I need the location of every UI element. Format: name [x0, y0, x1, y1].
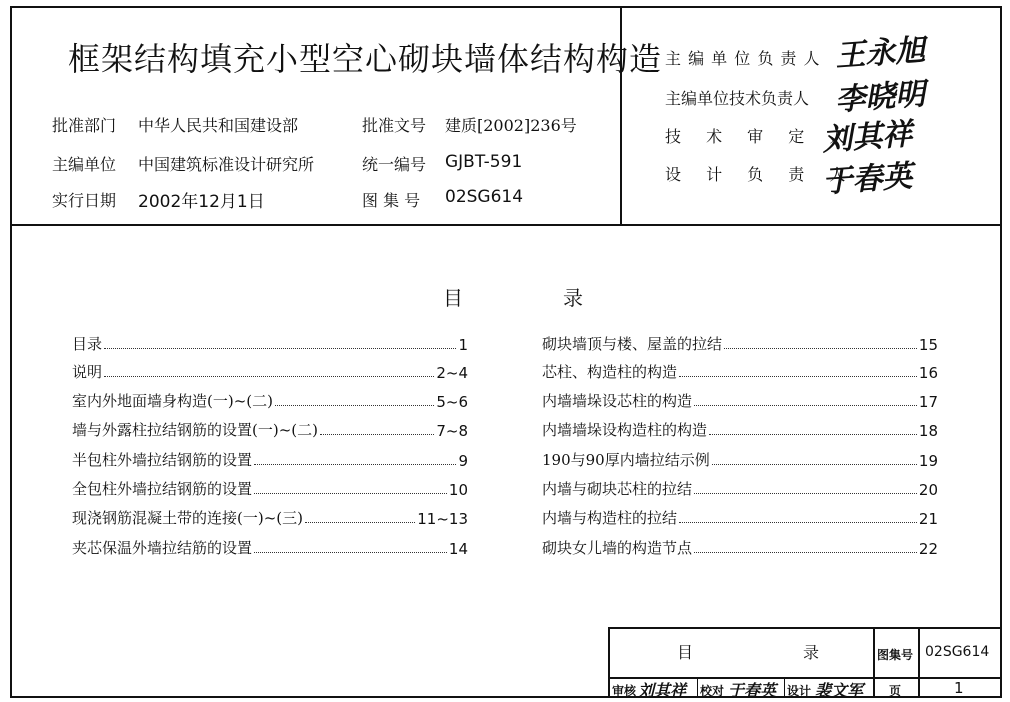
toc-entry-label: 半包柱外墙拉结钢筋的设置: [72, 451, 253, 469]
toc-entry-label: 说明: [72, 363, 103, 381]
design-lead-signature: 于春英: [821, 158, 914, 201]
toc-entry: [72, 506, 468, 528]
toc-entry: [542, 360, 938, 382]
leader-dots: [305, 522, 415, 523]
toc-entry: [542, 418, 938, 440]
leader-dots: [694, 405, 917, 406]
toc-entry-label: 夹芯保温外墙拉结筋的设置: [72, 539, 253, 557]
approval-doc: 建质[2002]236号: [445, 116, 577, 135]
toc-entry-page: 16: [918, 364, 938, 382]
toc-entry-page: 20: [918, 481, 938, 499]
leader-dots: [724, 348, 917, 349]
toc-entry: [542, 536, 938, 558]
title-block-divider-c: [697, 677, 698, 698]
toc-entry: [542, 332, 938, 354]
toc-heading-right: 录: [563, 286, 583, 310]
title-block-name-right: 录: [803, 643, 820, 662]
toc-entry-label: 内墙与构造柱的拉结: [542, 509, 678, 527]
toc-entry-label: 室内外地面墙身构造(一)~(二): [72, 392, 273, 410]
review-signature: 刘其祥: [638, 681, 687, 700]
title-block-atlas-label: 图集号: [877, 648, 914, 662]
unified-no-label: 统一编号: [362, 155, 427, 174]
review-label: 审核: [612, 684, 637, 698]
toc-entry-label: 现浇钢筋混凝土带的连接(一)~(三): [72, 509, 303, 527]
leader-dots: [679, 376, 917, 377]
toc-entry: [72, 332, 468, 354]
approving-dept: 中华人民共和国建设部: [138, 116, 299, 135]
atlas-no: 02SG614: [445, 187, 524, 207]
leader-dots: [679, 522, 917, 523]
toc-entry-page: 15: [918, 336, 938, 354]
title-block-top-rule: [608, 627, 1002, 629]
effective-date-label: 实行日期: [52, 191, 117, 210]
toc-entry-label: 墙与外露柱拉结钢筋的设置(一)~(二): [72, 421, 318, 439]
unified-no: GJBT-591: [445, 152, 523, 172]
title-block-divider-b: [918, 627, 920, 698]
toc-entry: [72, 389, 468, 411]
editor-unit-label: 主编单位: [52, 155, 117, 174]
page-number: 1: [954, 679, 964, 697]
title-block-name-left: 目: [677, 643, 694, 662]
title-block-atlas-value: 02SG614: [925, 644, 990, 660]
leader-dots: [104, 348, 456, 349]
toc-entry-page: 1: [458, 336, 468, 354]
leader-dots: [709, 434, 917, 435]
toc-entry-page: 18: [918, 422, 938, 440]
check-signature: 于春英: [728, 681, 777, 700]
atlas-title: 框架结构填充小型空心砌块墙体结构构造: [68, 40, 663, 78]
toc-entry-label: 目录: [72, 335, 103, 353]
leader-dots: [254, 464, 456, 465]
effective-date: 2002年12月1日: [138, 192, 265, 212]
toc-entry-page: 21: [918, 510, 938, 528]
approval-doc-label: 批准文号: [362, 116, 427, 135]
leader-dots: [712, 464, 917, 465]
toc-entry-label: 芯柱、构造柱的构造: [542, 363, 678, 381]
toc-entry: [72, 418, 468, 440]
toc-entry-label: 190与90厚内墙拉结示例: [542, 451, 710, 469]
editor-unit: 中国建筑标准设计研究所: [138, 155, 315, 174]
leader-dots: [694, 493, 917, 494]
toc-entry: [72, 536, 468, 558]
toc-entry-page: 9: [458, 452, 468, 470]
leader-dots: [254, 552, 447, 553]
leader-dots: [104, 376, 434, 377]
toc-entry-label: 内墙墙垛设构造柱的构造: [542, 421, 708, 439]
page-label: 页: [889, 684, 902, 698]
leader-dots: [694, 552, 917, 553]
chief-editor-role: 主 编 单 位 负 责 人: [665, 49, 821, 68]
leader-dots: [275, 405, 434, 406]
technical-reviewer-role: 技 术 审 定 人: [665, 127, 856, 146]
toc-entry-page: 14: [448, 540, 468, 558]
toc-entry-page: 11~13: [417, 510, 468, 528]
toc-entry-label: 砌块墙顶与楼、屋盖的拉结: [542, 335, 723, 353]
title-block-left-rule: [608, 627, 610, 698]
tech-lead-role: 主编单位技术负责人: [665, 89, 810, 108]
approving-dept-label: 批准部门: [52, 116, 117, 135]
toc-entry-page: 5~6: [436, 393, 468, 411]
toc-heading-left: 目: [443, 286, 463, 310]
title-block-divider-d: [784, 677, 785, 698]
chief-editor-signature: 王永旭: [834, 32, 927, 75]
header-bottom-rule: [10, 224, 1002, 226]
toc-entry-page: 7~8: [436, 422, 468, 440]
toc-entry: [72, 477, 468, 499]
toc-entry-page: 22: [918, 540, 938, 558]
design-label: 设计: [787, 684, 812, 698]
toc-entry-page: 10: [448, 481, 468, 499]
toc-entry-label: 砌块女儿墙的构造节点: [542, 539, 693, 557]
title-block-divider-a: [873, 627, 875, 698]
toc-entry-label: 全包柱外墙拉结钢筋的设置: [72, 480, 253, 498]
toc-entry: [72, 448, 468, 470]
toc-entry: [542, 477, 938, 499]
toc-entry-label: 内墙与砌块芯柱的拉结: [542, 480, 693, 498]
leader-dots: [320, 434, 434, 435]
toc-entry: [542, 448, 938, 470]
toc-entry: [72, 360, 468, 382]
tech-lead-signature: 李晓明: [834, 76, 927, 119]
toc-entry: [542, 506, 938, 528]
toc-entry-page: 2~4: [436, 364, 468, 382]
atlas-no-label: 图 集 号: [362, 191, 421, 210]
check-label: 校对: [700, 684, 725, 698]
technical-reviewer-signature: 刘其祥: [821, 116, 914, 159]
design-signature: 裴文军: [815, 681, 864, 700]
leader-dots: [254, 493, 447, 494]
toc-entry-page: 17: [918, 393, 938, 411]
toc-entry-label: 内墙墙垛设芯柱的构造: [542, 392, 693, 410]
design-lead-role: 设 计 负 责 人: [665, 165, 856, 184]
toc-entry: [542, 389, 938, 411]
toc-entry-page: 19: [918, 452, 938, 470]
